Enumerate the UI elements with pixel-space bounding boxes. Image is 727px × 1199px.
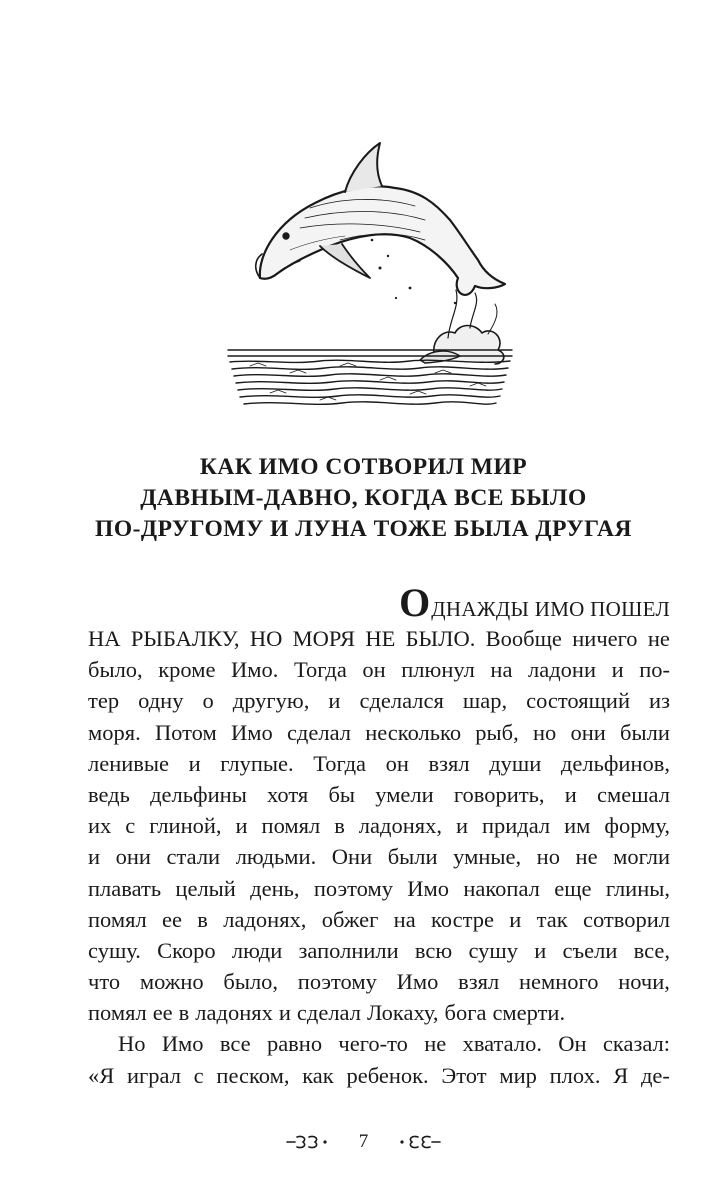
word: рыб,: [475, 719, 519, 745]
word: глупые.: [220, 750, 294, 776]
word: Тогда: [313, 750, 367, 776]
word: хотя: [267, 781, 309, 807]
word: в: [178, 1000, 190, 1026]
word: накопал: [463, 875, 540, 901]
word: не: [575, 844, 598, 870]
word: и: [509, 906, 522, 932]
word: они: [115, 844, 151, 870]
drop-cap: О: [399, 580, 431, 625]
heading-line-1: КАК ИМО СОТВОРИЛ МИР: [199, 454, 528, 480]
word: ладони: [528, 657, 597, 683]
dolphin-illustration: [220, 128, 520, 418]
word: поэтому: [297, 969, 377, 995]
word: НЕ: [365, 626, 396, 651]
word: и: [455, 813, 468, 839]
word: ведь: [88, 781, 130, 807]
word: плавать: [88, 875, 162, 901]
word: еще: [554, 875, 592, 901]
text-line: [88, 810, 670, 841]
word: обжег: [321, 906, 379, 932]
word: РЫБАЛКУ,: [130, 626, 240, 651]
word: но: [536, 844, 560, 870]
word: несколько: [365, 719, 462, 745]
word: Он: [558, 1031, 587, 1057]
word: кроме: [158, 657, 216, 683]
word: дельфины: [150, 781, 247, 807]
paragraph-2-line-1: [88, 1028, 670, 1059]
word: форму,: [604, 813, 670, 839]
word: умные,: [453, 844, 522, 870]
body-text: [88, 580, 670, 1091]
word: состоящий: [526, 688, 631, 714]
word: людьми.: [235, 844, 317, 870]
word: НА: [88, 626, 121, 651]
first-line-smallcaps: ДНАЖДЫ ИМО ПОШЕЛ: [431, 597, 670, 621]
text-line: [88, 748, 670, 779]
word: и: [235, 813, 248, 839]
word: умели: [375, 781, 434, 807]
word: не: [647, 626, 670, 651]
word: ночи,: [618, 969, 670, 995]
word: помял: [261, 813, 321, 839]
word: одну: [138, 688, 184, 714]
word: шар,: [462, 688, 508, 714]
word: все,: [633, 937, 670, 963]
word: ничего: [572, 626, 638, 651]
word: из: [649, 688, 670, 714]
word: помял: [88, 1000, 147, 1026]
word: на: [393, 906, 416, 932]
word: мир: [499, 1062, 537, 1088]
word: глиной,: [149, 813, 222, 839]
text-line: [88, 841, 670, 872]
page-footer: [0, 1127, 727, 1157]
word: тер: [88, 688, 120, 714]
word: съели: [562, 937, 618, 963]
text-line: [88, 904, 670, 935]
word: было,: [223, 969, 279, 995]
word: с: [125, 813, 136, 839]
word: сделал: [286, 719, 351, 745]
word: люди: [231, 937, 283, 963]
word: ленивые: [88, 750, 170, 776]
word: и: [278, 1000, 291, 1026]
word: сотворил: [582, 906, 670, 932]
word: Я: [613, 1062, 629, 1088]
word: и: [188, 750, 201, 776]
word: были: [620, 719, 670, 745]
word: не: [424, 1031, 447, 1057]
word: стали: [166, 844, 221, 870]
word: Они: [331, 844, 373, 870]
word: помял: [88, 906, 147, 932]
word: ладонях: [195, 1000, 273, 1026]
word: Вообще: [485, 626, 562, 651]
word: он: [385, 750, 409, 776]
word: и: [534, 937, 547, 963]
word: сделался: [359, 688, 444, 714]
word: ребенок.: [346, 1062, 429, 1088]
word: Но: [118, 1031, 146, 1057]
word: и: [328, 688, 341, 714]
word: Имо.: [231, 657, 279, 683]
word: Имо: [230, 719, 273, 745]
text-line: [88, 966, 670, 997]
word: ладонях,: [358, 813, 442, 839]
word: он: [362, 657, 386, 683]
word: равно: [266, 1031, 323, 1057]
heading-line-3: ПО-ДРУГОМУ И ЛУНА ТОЖЕ БЫЛА ДРУГАЯ: [95, 516, 632, 542]
text-line: [88, 623, 670, 654]
word: костре: [431, 906, 494, 932]
word: НО: [249, 626, 283, 651]
first-line: [88, 580, 670, 625]
word: де-: [640, 1062, 670, 1088]
word: и: [88, 844, 101, 870]
word: день,: [250, 875, 300, 901]
word: ее: [162, 906, 182, 932]
word: в: [197, 906, 208, 932]
word: были: [387, 844, 438, 870]
word: и: [611, 657, 624, 683]
word: песком,: [216, 1062, 290, 1088]
word: им: [564, 813, 591, 839]
word: моря.: [88, 719, 141, 745]
word: дельфинов,: [560, 750, 670, 776]
word: было,: [88, 657, 143, 683]
word: души: [489, 750, 542, 776]
word: МОРЯ: [292, 626, 356, 651]
word: все: [219, 1031, 251, 1057]
word: хватало.: [462, 1031, 542, 1057]
word: сделал: [296, 1000, 361, 1026]
chapter-heading: [60, 452, 667, 545]
word: в: [334, 813, 345, 839]
ornament-left-icon: [285, 1133, 329, 1151]
text-line: [88, 685, 670, 716]
text-line: [88, 997, 670, 1028]
word: как: [302, 1062, 334, 1088]
word: Этот: [441, 1062, 487, 1088]
word: Имо: [407, 875, 450, 901]
word: ладонях,: [223, 906, 307, 932]
text-line: [88, 873, 670, 904]
word: Имо: [161, 1031, 204, 1057]
text-line: [88, 935, 670, 966]
word: бога: [444, 1000, 487, 1026]
word: смешал: [597, 781, 670, 807]
word: плох.: [549, 1062, 601, 1088]
word: «Я: [88, 1062, 115, 1088]
word: всю: [414, 937, 453, 963]
word: о: [202, 688, 214, 714]
word: немного: [518, 969, 599, 995]
word: придал: [481, 813, 551, 839]
word: с: [193, 1062, 204, 1088]
word: могли: [613, 844, 670, 870]
word: взял: [428, 750, 470, 776]
word: сушу: [468, 937, 518, 963]
word: их: [88, 813, 112, 839]
ornament-right-icon: [398, 1133, 442, 1151]
word: они: [570, 719, 606, 745]
word: БЫЛО.: [405, 626, 476, 651]
word: Потом: [154, 719, 217, 745]
word: так: [536, 906, 568, 932]
word: целый: [175, 875, 236, 901]
word: но: [532, 719, 557, 745]
word: Скоро: [157, 937, 216, 963]
word: заполнили: [298, 937, 399, 963]
word: Локаху,: [366, 1000, 439, 1026]
word: чего-то: [338, 1031, 408, 1057]
word: и: [564, 781, 577, 807]
word: Тогда: [293, 657, 347, 683]
paragraph-2-line-2: [88, 1060, 670, 1091]
word: сказал:: [602, 1031, 670, 1057]
word: Имо: [396, 969, 439, 995]
word: на: [490, 657, 513, 683]
page-number: 7: [358, 1131, 369, 1152]
word: глины,: [605, 875, 670, 901]
word: по-: [639, 657, 670, 683]
word: что: [88, 969, 121, 995]
word: плюнул: [401, 657, 475, 683]
word: взял: [458, 969, 500, 995]
text-line: [88, 717, 670, 748]
word: играл: [127, 1062, 181, 1088]
word: сушу.: [88, 937, 141, 963]
word: смерти.: [492, 1000, 566, 1026]
word: поэтому: [313, 875, 393, 901]
heading-line-2: ДАВНЫМ-ДАВНО, КОГДА ВСЕ БЫЛО: [140, 485, 587, 511]
word: другую,: [232, 688, 310, 714]
text-line: [88, 779, 670, 810]
word: ее: [152, 1000, 173, 1026]
word: говорить,: [453, 781, 545, 807]
text-line: [88, 654, 670, 685]
word: можно: [139, 969, 204, 995]
word: бы: [328, 781, 356, 807]
